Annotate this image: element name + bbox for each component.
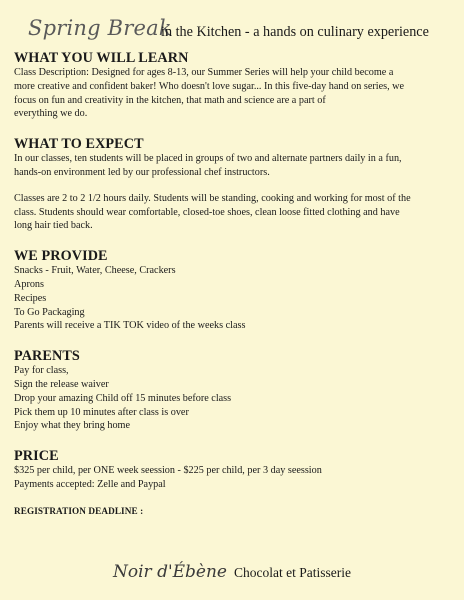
price-line: Payments accepted: Zelle and Paypal [14, 478, 166, 490]
expect-heading: WHAT TO EXPECT [14, 136, 144, 153]
parents-item: Sign the release waiver [14, 378, 109, 390]
parents-item: Pay for class, [14, 365, 69, 377]
provide-item: Recipes [14, 292, 47, 304]
section-what-you-will-learn [14, 50, 454, 121]
section-we-provide [14, 248, 454, 333]
spacer [14, 233, 454, 248]
spacer [14, 492, 454, 505]
spacer [14, 333, 454, 348]
provide-heading: WE PROVIDE [14, 248, 108, 265]
spacer [14, 121, 454, 136]
learn-line: everything we do. [14, 108, 88, 120]
provide-item: Snacks - Fruit, Water, Cheese, Crackers [14, 265, 176, 277]
provide-item: Aprons [14, 278, 44, 290]
header-script-title: Spring Break [28, 16, 172, 40]
registration-deadline-label: REGISTRATION DEADLINE : [14, 505, 144, 516]
learn-heading: WHAT YOU WILL LEARN [14, 50, 189, 66]
section-price [14, 448, 454, 492]
footer-brand-script: Noir d'Ébène [113, 562, 227, 582]
section-parents [14, 348, 454, 433]
spacer [14, 433, 454, 448]
expect-line: Classes are 2 to 2 1/2 hours daily. Students will be standing, cooking and working for most of the [14, 192, 411, 204]
expect-line: hands-on environment led by our professional chef instructors. [14, 166, 270, 178]
expect-line: long hair tied back. [14, 220, 93, 232]
learn-line: Class Description: Designed for ages 8-13, our Summer Series will help your child become a [14, 67, 394, 78]
provide-item: Parents will receive a TIK TOK video of the weeks class [14, 320, 246, 332]
section-what-to-expect [14, 136, 454, 233]
parents-item: Drop your amazing Child off 15 minutes before class [14, 392, 232, 404]
parents-item: Pick them up 10 minutes after class is over [14, 406, 189, 418]
price-line: $325 per child, per ONE week seession - $225 per child, per 3 day seession [14, 465, 322, 477]
expect-line: class. Students should wear comfortable, closed-toe shoes, clean loose fitted clothing and have [14, 206, 400, 218]
price-heading: PRICE [14, 448, 59, 465]
flyer-header [14, 10, 454, 50]
flyer-footer [0, 562, 464, 582]
learn-line: more creative and confident baker! Who doesn't love sugar... In this five-day hand on series, we [14, 80, 405, 92]
parents-heading: PARENTS [14, 348, 80, 365]
footer-brand-plain: Chocolat et Patisserie [234, 565, 351, 580]
parents-item: Enjoy what they bring home [14, 420, 131, 432]
spacer [14, 180, 454, 192]
learn-line: focus on fun and creativity in the kitchen, that math and science are a part of [14, 94, 326, 106]
expect-line: In our classes, ten students will be placed in groups of two and alternate partners daily in a fun, [14, 153, 402, 165]
provide-item: To Go Packaging [14, 306, 85, 318]
header-tagline: in the Kitchen - a hands on culinary experience [161, 24, 429, 40]
flyer-page [14, 10, 454, 519]
